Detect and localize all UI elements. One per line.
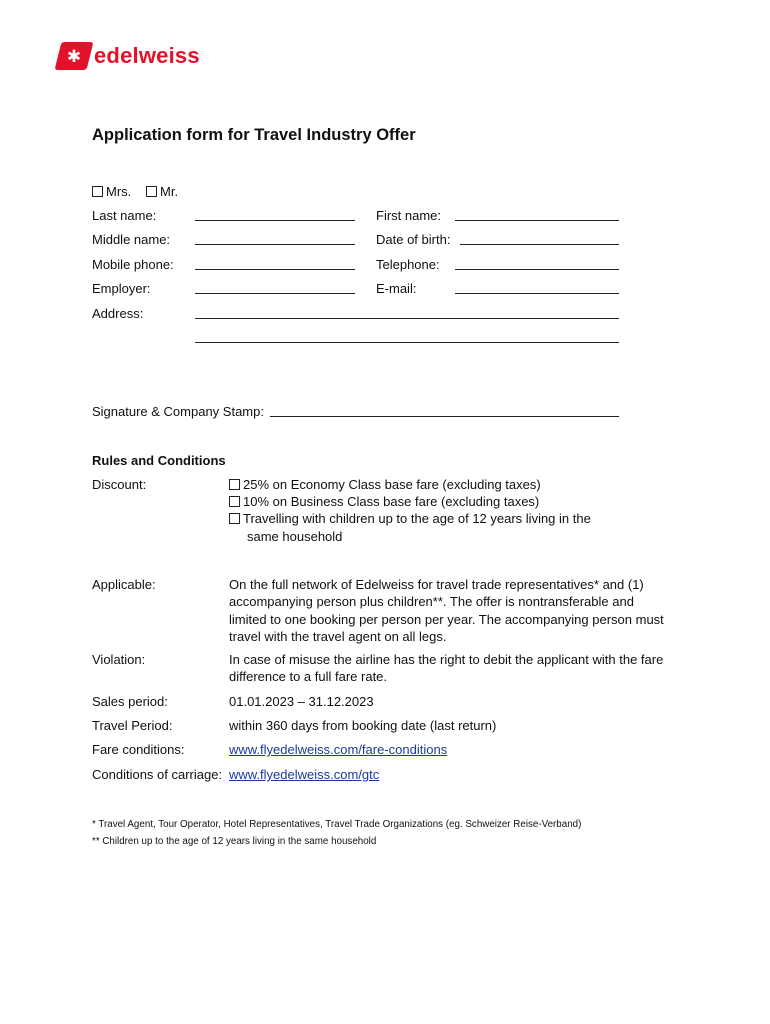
footnote-children: ** Children up to the age of 12 years living in the same household (92, 836, 377, 847)
sales-period-value: 01.01.2023 – 31.12.2023 (229, 694, 374, 709)
first-name-label: First name: (376, 208, 442, 223)
edelweiss-logo (58, 42, 200, 70)
applicable-text: On the full network of Edelweiss for travel trade representatives* and (1) accompanying person plus children**. The offer is nontransferable and limited to one booking per person per year. The accompanying person must travel with the travel agent on all legs. (229, 577, 664, 644)
checkbox-economy[interactable] (229, 479, 240, 490)
address-field-line2[interactable] (195, 330, 619, 343)
footnote-travel-agent: * Travel Agent, Tour Operator, Hotel Representatives, Travel Trade Organizations (eg. Schweizer Reise-Verband) (92, 819, 582, 830)
checkbox-business[interactable] (229, 496, 240, 507)
signature-field[interactable] (270, 404, 619, 417)
checkbox-mr[interactable] (146, 186, 157, 197)
salutation-mrs[interactable]: Mrs. (92, 183, 131, 200)
mobile-phone-label: Mobile phone: (92, 257, 174, 272)
violation-text: In case of misuse the airline has the right to debit the applicant with the fare difference to a full fare rate. (229, 652, 664, 685)
fare-conditions-link[interactable]: www.flyedelweiss.com/fare-conditions (229, 742, 448, 757)
salutation-mr[interactable]: Mr. (146, 183, 178, 200)
date-of-birth-field[interactable] (460, 232, 619, 245)
email-field[interactable] (455, 281, 619, 294)
discount-option-economy[interactable]: 25% on Economy Class base fare (excluding taxes) (229, 476, 541, 493)
discount-option-business[interactable]: 10% on Business Class base fare (excluding taxes) (229, 493, 539, 510)
edelweiss-flower-icon: ✱ (55, 42, 94, 70)
travel-period-label: Travel Period: (92, 718, 173, 733)
checkbox-mrs[interactable] (92, 186, 103, 197)
sales-period-label: Sales period: (92, 694, 168, 709)
telephone-label: Telephone: (376, 257, 440, 272)
discount-label: Discount: (92, 477, 147, 492)
discount-option-children-cont: same household (247, 529, 343, 544)
date-of-birth-label: Date of birth: (376, 232, 451, 247)
middle-name-field[interactable] (195, 232, 355, 245)
travel-period-value: within 360 days from booking date (last return) (229, 718, 497, 733)
carriage-link[interactable]: www.flyedelweiss.com/gtc (229, 767, 380, 782)
middle-name-label: Middle name: (92, 232, 171, 247)
email-label: E-mail: (376, 281, 417, 296)
discount-option-children[interactable]: Travelling with children up to the age of 12 years living in the (229, 510, 591, 527)
signature-label: Signature & Company Stamp: (92, 404, 264, 419)
violation-label: Violation: (92, 652, 146, 667)
checkbox-children[interactable] (229, 513, 240, 524)
address-label: Address: (92, 306, 144, 321)
applicable-label: Applicable: (92, 577, 156, 592)
carriage-label: Conditions of carriage: (92, 767, 223, 782)
page-title: Application form for Travel Industry Offer (92, 126, 416, 144)
fare-conditions-label: Fare conditions: (92, 742, 185, 757)
last-name-label: Last name: (92, 208, 157, 223)
rules-heading: Rules and Conditions (92, 453, 226, 468)
telephone-field[interactable] (455, 257, 619, 270)
employer-field[interactable] (195, 281, 355, 294)
first-name-field[interactable] (455, 208, 619, 221)
last-name-field[interactable] (195, 208, 355, 221)
mobile-phone-field[interactable] (195, 257, 355, 270)
address-field-line1[interactable] (195, 306, 619, 319)
brand-name: edelweiss (94, 43, 200, 68)
employer-label: Employer: (92, 281, 151, 296)
